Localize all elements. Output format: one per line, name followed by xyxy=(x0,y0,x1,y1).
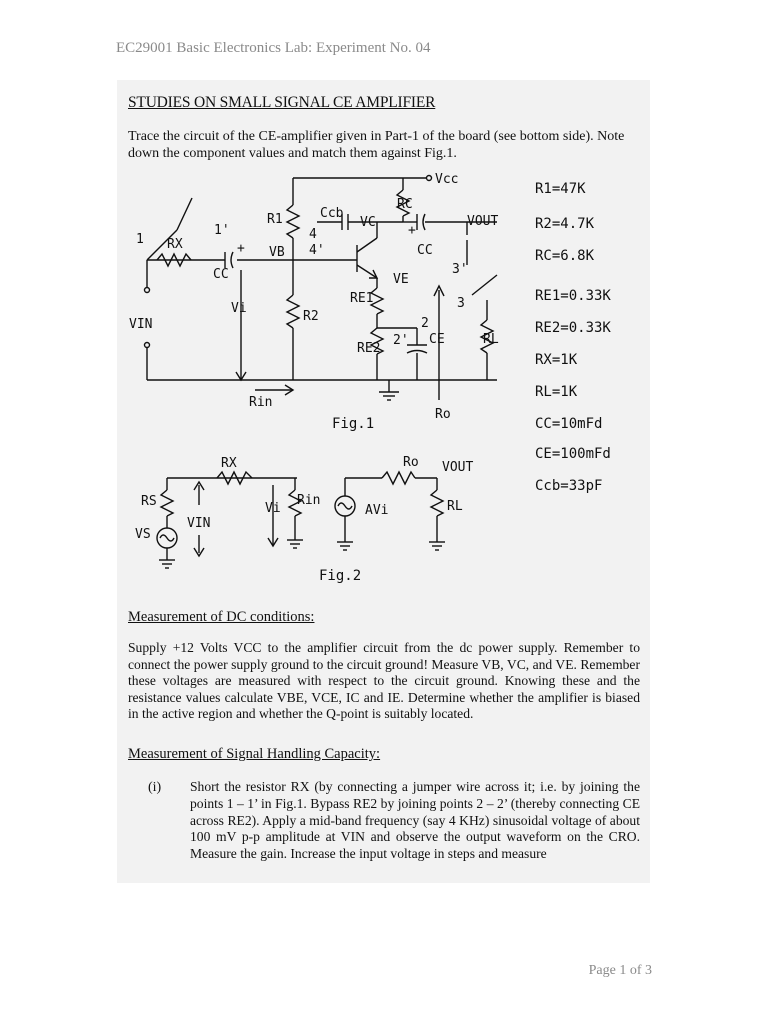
fig1-label-n3p: 3' xyxy=(452,262,468,277)
fig2-caption: Fig.2 xyxy=(319,568,362,584)
fig1-label-rx: RX xyxy=(167,237,183,252)
fig1-caption: Fig.1 xyxy=(332,416,375,432)
page-footer: Page 1 of 3 xyxy=(588,963,652,978)
fig1-label-re2: RE2 xyxy=(357,341,381,356)
fig2-label-rl: RL xyxy=(447,499,463,514)
fig1-label-r2: R2 xyxy=(303,309,319,324)
fig2-label-ro: Ro xyxy=(403,455,419,470)
fig1-label-ve: VE xyxy=(393,272,409,287)
document-title: STUDIES ON SMALL SIGNAL CE AMPLIFIER xyxy=(128,94,436,111)
fig1-label-n4p: 4' xyxy=(309,243,325,258)
fig1-label-vin: VIN xyxy=(129,317,153,332)
circuit-figures xyxy=(117,160,650,600)
fig1-label-plus-out: + xyxy=(408,223,416,238)
component-value-rc: RC=6.8K xyxy=(535,248,595,264)
fig2-label-rx: RX xyxy=(221,456,237,471)
fig1-label-vout: VOUT xyxy=(467,214,499,229)
component-value-rl: RL=1K xyxy=(535,384,578,400)
signal-heading: Measurement of Signal Handling Capacity: xyxy=(128,746,381,762)
component-value-cc: CC=10mFd xyxy=(535,416,603,432)
fig1-label-vb: VB xyxy=(269,245,285,260)
fig2-label-vi: Vi xyxy=(265,501,281,516)
fig1-label-n2: 2 xyxy=(421,316,429,331)
fig1-label-n2p: 2' xyxy=(393,333,409,348)
fig1-wires xyxy=(145,176,498,569)
component-value-r2: R2=4.7K xyxy=(535,216,595,232)
fig1-labels xyxy=(129,172,499,432)
fig1-label-n3: 3 xyxy=(457,296,465,311)
fig1-label-rin: Rin xyxy=(249,395,273,410)
component-values xyxy=(535,181,611,494)
page-header: EC29001 Basic Electronics Lab: Experiment No. 04 xyxy=(116,40,431,56)
dc-paragraph: Supply +12 Volts VCC to the amplifier circuit from the dc power supply. Remember to connect the power supply ground to the circuit ground! Measure VB, VC, and VE. Remember these voltages are measured with respect to the circuit ground. Knowing these and the resistance values calculate VBE, VCE, IC and IE. Determine whether the amplifier is biased in the active region and whether the Q-point is suitably located. xyxy=(128,640,640,722)
item-number: (i) xyxy=(148,780,162,795)
component-value-re1: RE1=0.33K xyxy=(535,288,611,304)
fig2-label-vout: VOUT xyxy=(442,460,474,475)
fig1-label-vcc: Vcc xyxy=(435,172,459,187)
fig1-label-n1p: 1' xyxy=(214,223,230,238)
fig2-labels xyxy=(135,455,473,584)
fig1-label-r1: R1 xyxy=(267,212,283,227)
fig2-label-rs: RS xyxy=(141,494,157,509)
fig1-label-ccb: Ccb xyxy=(320,206,344,221)
fig1-label-rl: RL xyxy=(483,332,499,347)
fig1-label-n1: 1 xyxy=(136,232,144,247)
fig1-label-vi: Vi xyxy=(231,301,247,316)
fig1-label-vc: VC xyxy=(360,215,376,230)
component-value-re2: RE2=0.33K xyxy=(535,320,611,336)
fig1-label-re1: RE1 xyxy=(350,291,374,306)
component-value-ccb: Ccb=33pF xyxy=(535,478,603,494)
dc-heading: Measurement of DC conditions: xyxy=(128,609,315,625)
fig2-label-vs: VS xyxy=(135,527,151,542)
fig2-label-vin: VIN xyxy=(187,516,211,531)
fig1-label-cc-in: CC xyxy=(213,267,229,282)
component-value-ce: CE=100mFd xyxy=(535,446,611,462)
fig1-label-cc-out: CC xyxy=(417,243,433,258)
fig2-label-rin: Rin xyxy=(297,493,321,508)
fig1-label-rc: RC xyxy=(397,197,413,212)
intro-paragraph: Trace the circuit of the CE-amplifier given in Part-1 of the board (see bottom side). Note down the component values and match them against Fig.1. xyxy=(128,129,625,161)
component-value-rx: RX=1K xyxy=(535,352,578,368)
fig1-label-ce: CE xyxy=(429,332,445,347)
item-paragraph: Short the resistor RX (by connecting a jumper wire across it; i.e. by joining the points 1 – 1’ in Fig.1. Bypass RE2 by joining points 2 – 2’ (thereby connecting CE across RE2). Apply a mid-band frequency (say 4 KHz) sinusoidal voltage of about 100 mV p-p amplitude at VIN and observe the output waveform on the CRO. Measure the gain. Increase the input voltage in steps and measure xyxy=(190,779,640,862)
fig1-label-plus-in: + xyxy=(237,241,245,256)
fig1-label-n4: 4 xyxy=(309,227,317,242)
component-value-r1: R1=47K xyxy=(535,181,586,197)
fig1-label-ro: Ro xyxy=(435,407,451,422)
fig2-label-avi: AVi xyxy=(365,503,389,518)
